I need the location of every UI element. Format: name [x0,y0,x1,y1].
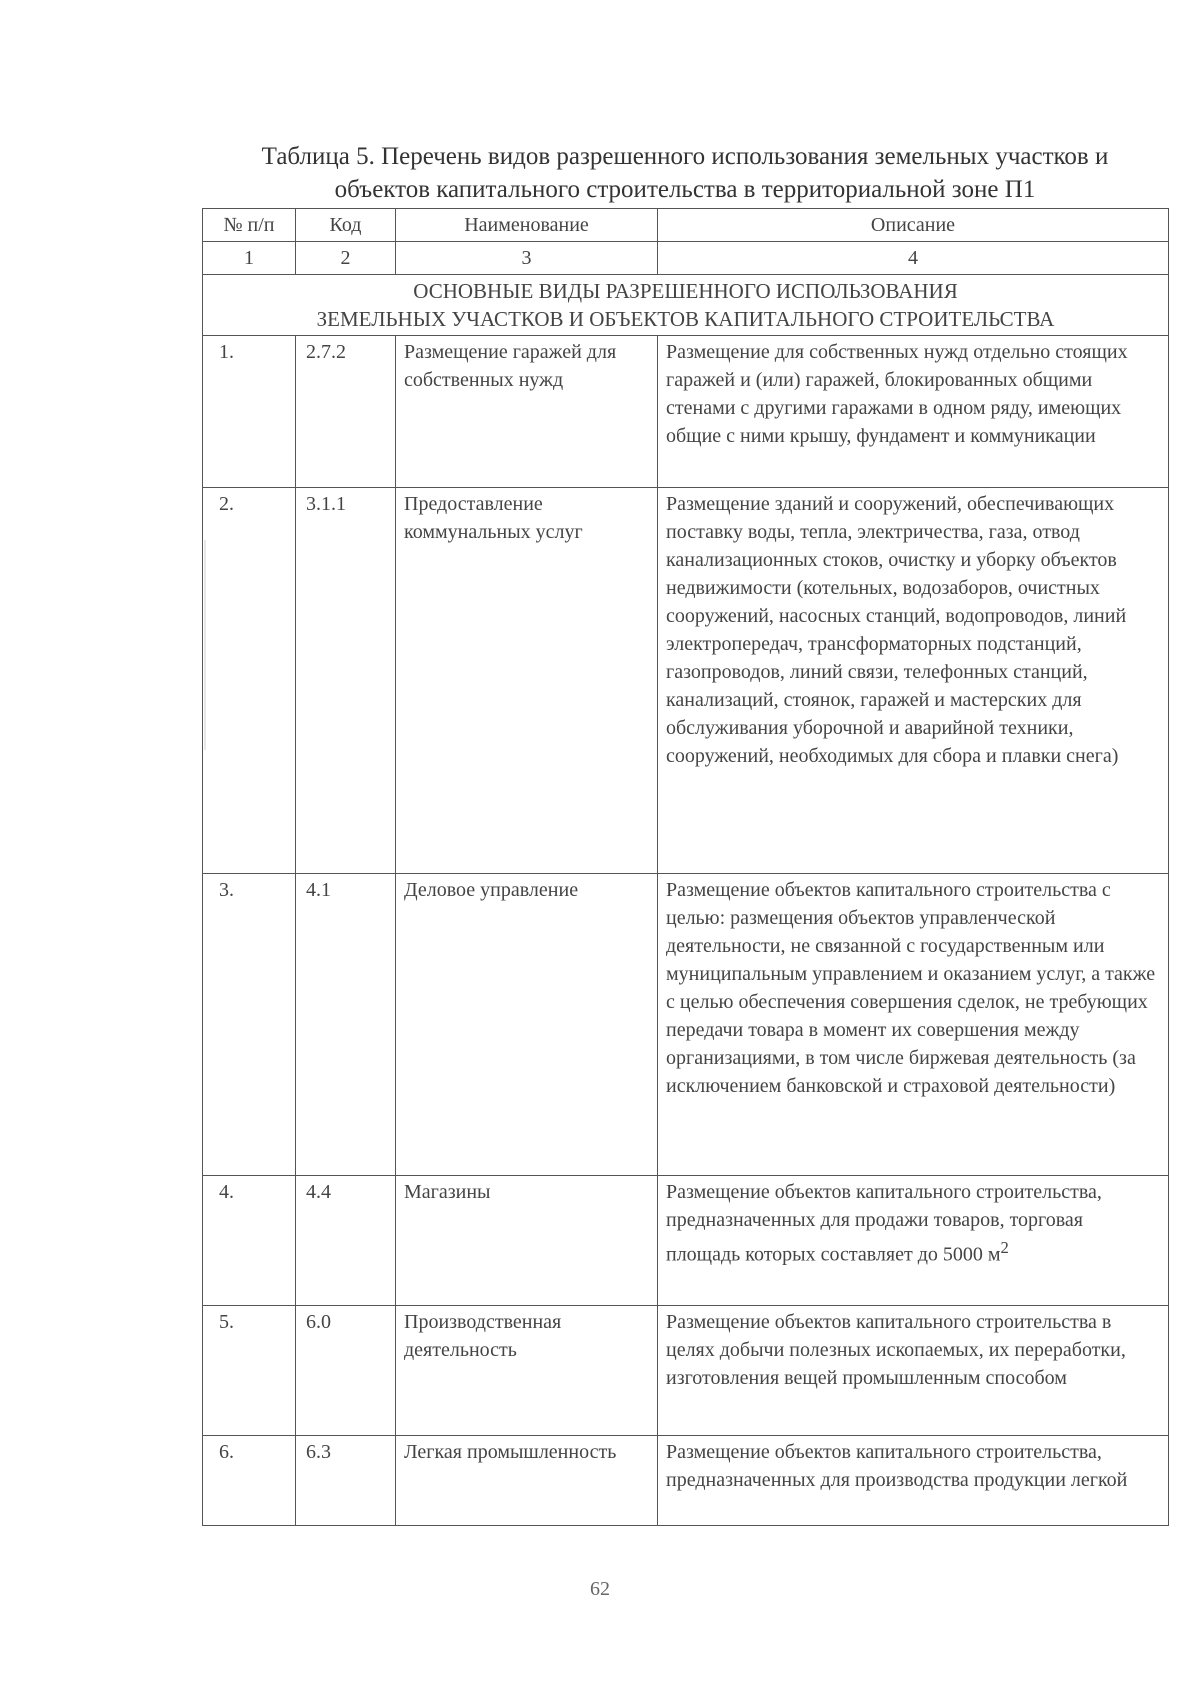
section-title [203,275,1169,336]
table-row [203,1176,1169,1306]
row-description: Размещение объектов капитального строительства, предназначенных для производства продукции легкой [658,1436,1169,1526]
area-unit-superscript: 2 [1000,1238,1009,1257]
row-description-text: Размещение объектов капитального строительства, предназначенных для продажи товаров, торговая площадь которых составляет до 5000 м [666,1181,1102,1266]
column-number: 4 [658,242,1169,275]
header-number: № п/п [203,209,296,242]
row-code: 2.7.2 [296,336,396,488]
row-code: 4.4 [296,1176,396,1306]
row-description: Размещение объектов капитального строительства с целью: размещения объектов управленческой деятельности, не связанной с государственным или муниципальным управлением и оказанием услуг, а также с целью обеспечения совершения сделок, не требующих передачи товара в момент их совершения между организациями, в том числе биржевая деятельность (за исключением банковской и страховой деятельности) [658,874,1169,1176]
header-name: Наименование [396,209,658,242]
row-description [658,1176,1169,1306]
caption-line-1: Таблица 5. Перечень видов разрешенного использования земельных участков и [261,143,1109,170]
table-caption [200,140,1170,206]
row-name: Размещение гаражей для собственных нужд [396,336,658,488]
column-number: 2 [296,242,396,275]
table-row [203,1306,1169,1436]
row-name: Легкая промышленность [396,1436,658,1526]
row-name: Магазины [396,1176,658,1306]
column-number: 1 [203,242,296,275]
row-number: 3. [203,874,296,1176]
row-number: 1. [203,336,296,488]
row-number: 2. [203,488,296,874]
section-title-row [203,275,1169,336]
row-code: 6.3 [296,1436,396,1526]
column-numbers-row [203,242,1169,275]
page-number: 62 [590,1578,610,1600]
table-row [203,336,1169,488]
scan-artifact [204,540,206,750]
table-row [203,874,1169,1176]
section-title-line-2: ЗЕМЕЛЬНЫХ УЧАСТКОВ И ОБЪЕКТОВ КАПИТАЛЬНОГО СТРОИТЕЛЬСТВА [316,307,1055,331]
header-code: Код [296,209,396,242]
section-title-line-1: ОСНОВНЫЕ ВИДЫ РАЗРЕШЕННОГО ИСПОЛЬЗОВАНИЯ [413,279,958,303]
row-description: Размещение для собственных нужд отдельно стоящих гаражей и (или) гаражей, блокированных общими стенами с другими гаражами в одном ряду, имеющих общие с ними крышу, фундамент и коммуникации [658,336,1169,488]
row-name: Предоставление коммунальных услуг [396,488,658,874]
permitted-use-table [202,208,1169,1526]
column-number: 3 [396,242,658,275]
row-description: Размещение зданий и сооружений, обеспечивающих поставку воды, тепла, электричества, газа, отвод канализационных стоков, очистку и уборку объектов недвижимости (котельных, водозаборов, очистных сооружений, насосных станций, водопроводов, линий электропередач, трансформаторных подстанций, газопроводов, линий связи, телефонных станций, канализаций, стоянок, гаражей и мастерских для обслуживания уборочной и аварийной техники, сооружений, необходимых для сбора и плавки снега) [658,488,1169,874]
table-row [203,488,1169,874]
row-name: Деловое управление [396,874,658,1176]
header-description: Описание [658,209,1169,242]
row-code: 4.1 [296,874,396,1176]
row-number: 5. [203,1306,296,1436]
table-row [203,1436,1169,1526]
row-code: 6.0 [296,1306,396,1436]
row-number: 6. [203,1436,296,1526]
table-header-row [203,209,1169,242]
row-name: Производственная деятельность [396,1306,658,1436]
row-description: Размещение объектов капитального строительства в целях добычи полезных ископаемых, их переработки, изготовления вещей промышленным способом [658,1306,1169,1436]
caption-line-2: объектов капитального строительства в территориальной зоне П1 [334,176,1036,203]
row-number: 4. [203,1176,296,1306]
row-code: 3.1.1 [296,488,396,874]
